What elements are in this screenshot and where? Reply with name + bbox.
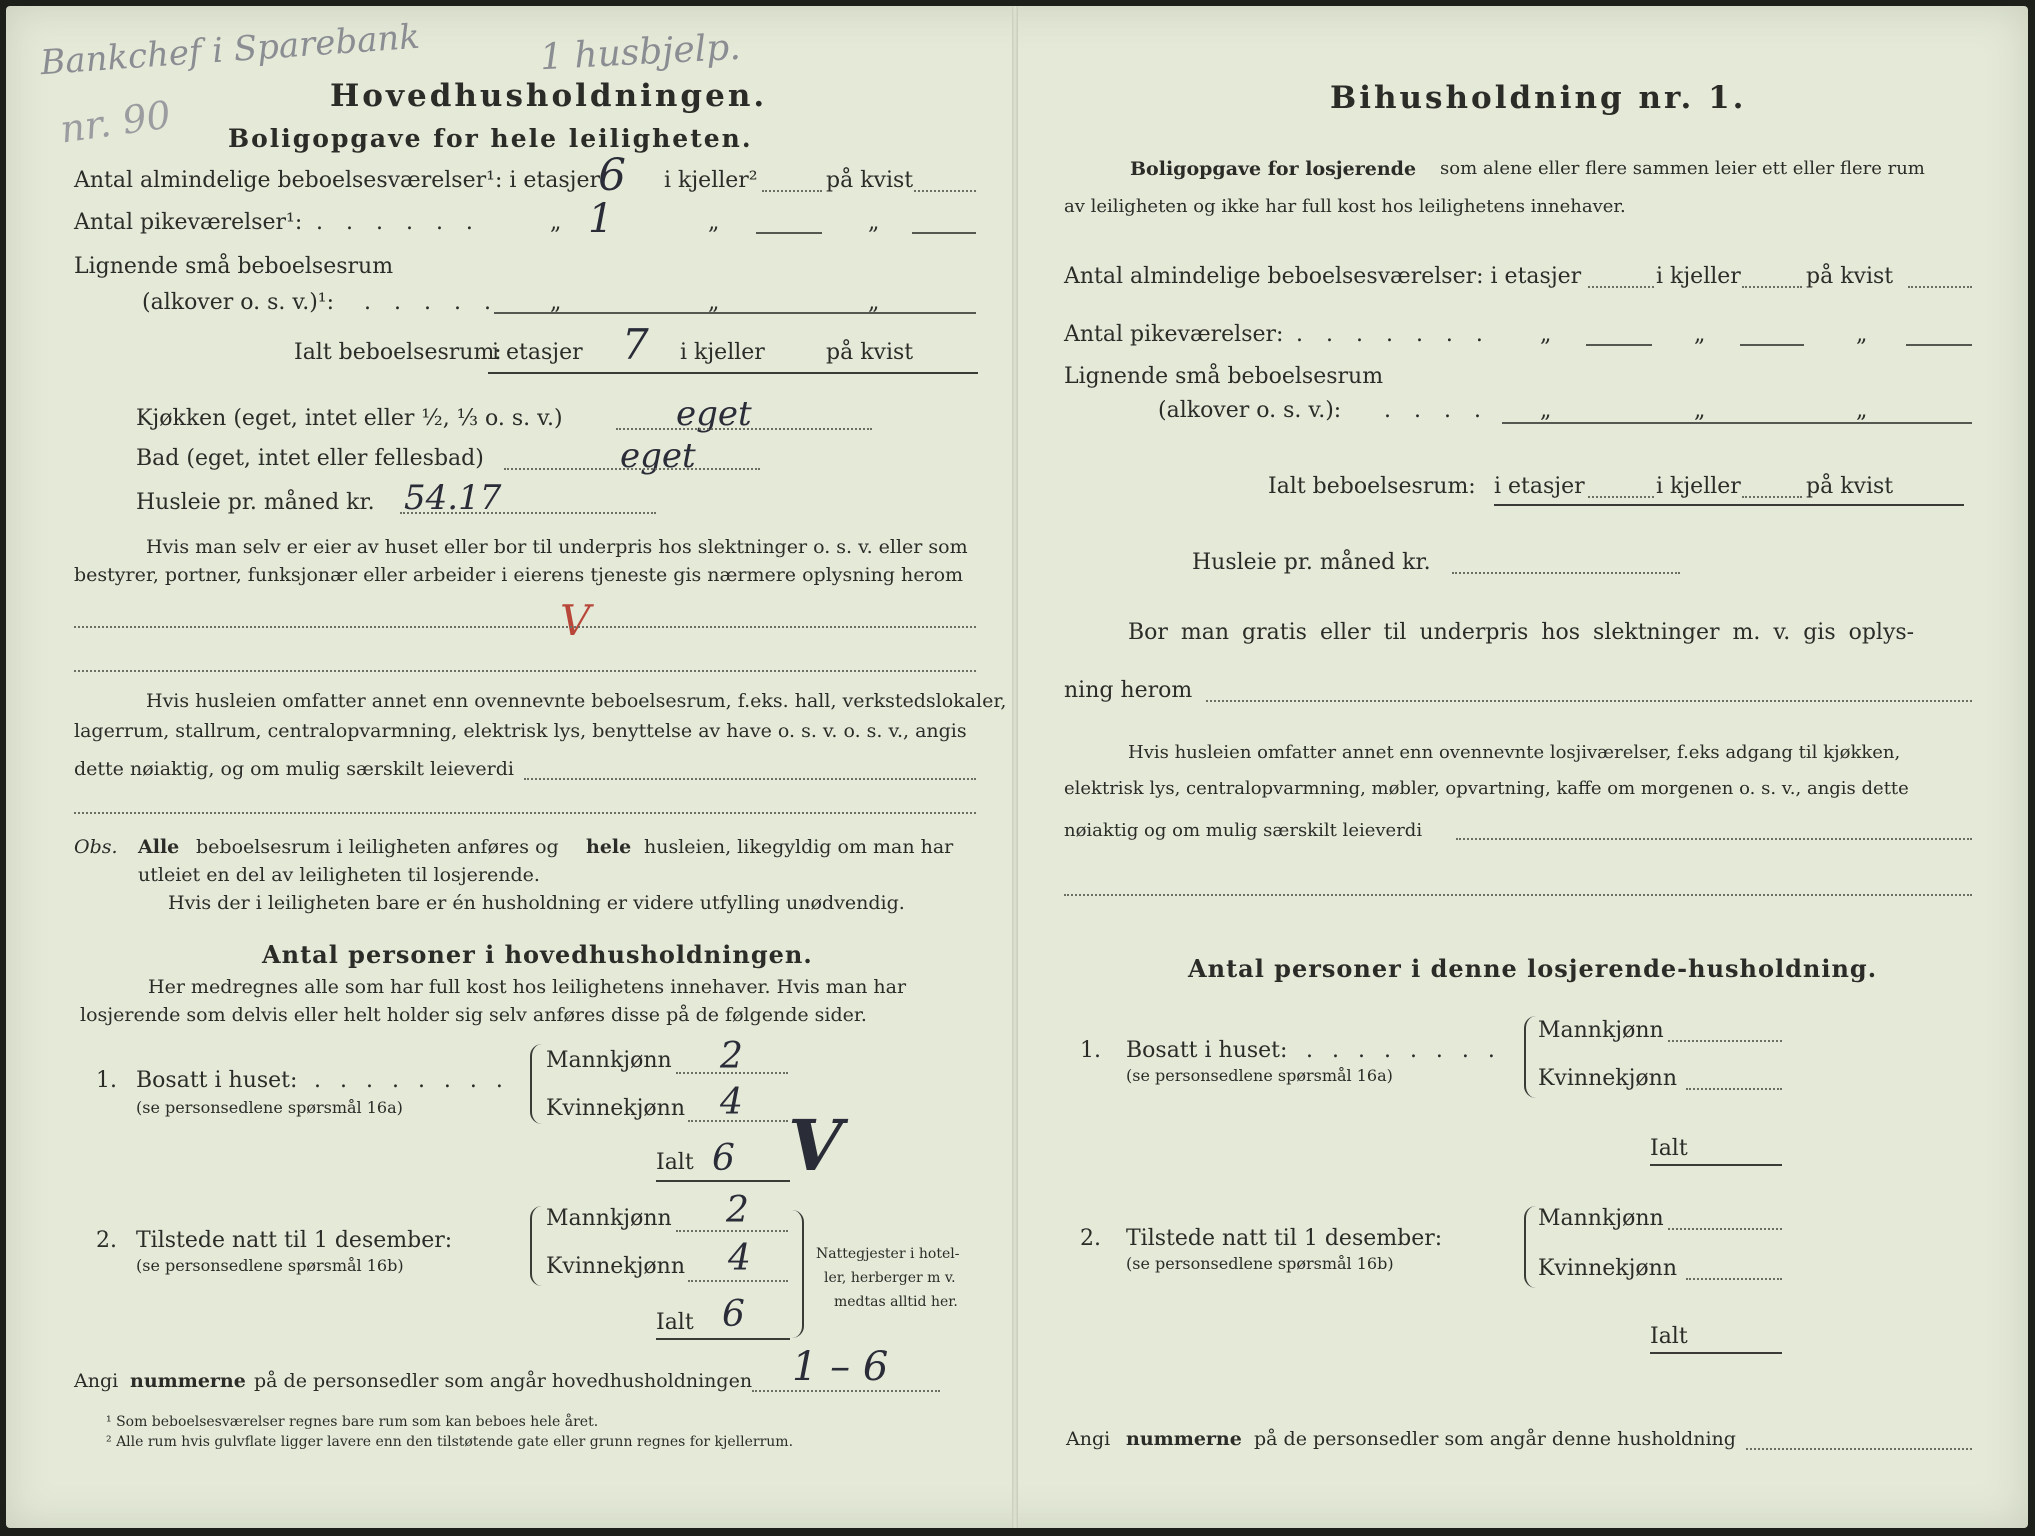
right-q1-mann-field <box>1668 1040 1782 1042</box>
right-rooms-etasjer-field <box>1588 286 1654 288</box>
left-footnote-2: ² Alle rum hvis gulvflate ligger lavere enn den tilstøtende gate eller grunn regnes for kjellerrum. <box>106 1434 794 1450</box>
left-eier-field-2 <box>74 670 976 672</box>
left-bad-value: eget <box>620 436 696 476</box>
right-gratis-field <box>1206 700 1972 702</box>
left-q2-num: 2. <box>96 1228 117 1253</box>
left-omfatter-2: lagerrum, stallrum, centralopvarmning, elektrisk lys, benyttelse av have o. s. v. o. s. v., angis <box>74 720 967 742</box>
right-q1-mann-label: Mannkjønn <box>1538 1018 1664 1043</box>
right-ialt-etasjer-label: i etasjer <box>1494 474 1585 499</box>
left-persons-2: losjerende som delvis eller helt holder sig selv anføres disse på de følgende sider. <box>80 1004 867 1026</box>
left-q2-ialt-underline <box>656 1338 790 1340</box>
right-q2-num: 2. <box>1080 1226 1101 1251</box>
left-angi-b: nummerne <box>130 1370 246 1392</box>
left-q2-label: Tilstede natt til 1 desember: <box>136 1228 453 1253</box>
right-angi-a: Angi <box>1066 1428 1111 1450</box>
left-obs-label: Obs. <box>74 836 118 858</box>
right-q1-num: 1. <box>1080 1038 1101 1063</box>
left-alkover-label: (alkover o. s. v.)¹: <box>142 290 335 315</box>
right-pike-kvist-field <box>1906 344 1972 346</box>
left-kjokken-value: eget <box>676 394 752 434</box>
left-angi-field <box>752 1390 940 1392</box>
left-bad-field <box>504 468 760 470</box>
left-q2-mann-value: 2 <box>726 1190 749 1231</box>
left-alkover-dots: . . . . . <box>364 290 499 315</box>
right-angi-field <box>1746 1448 1972 1450</box>
left-persons-title: Antal personer i hovedhusholdningen. <box>262 940 813 969</box>
left-alkover-ditto-3: „ <box>868 290 880 315</box>
right-omfatter-field-1 <box>1456 838 1972 840</box>
right-kvist-field <box>1908 286 1972 288</box>
right-q1-kvinne-field <box>1686 1088 1782 1090</box>
right-lign-label: Lignende små beboelsesrum <box>1064 364 1384 389</box>
left-q2-brace-right <box>790 1210 804 1338</box>
right-q2-ialt-underline <box>1650 1352 1782 1354</box>
right-pike-ditto-1: „ <box>1540 322 1552 347</box>
left-title: Hovedhusholdningen. <box>330 78 768 114</box>
right-q1-label: Bosatt i huset: <box>1126 1038 1288 1063</box>
left-alkover-line <box>494 312 976 314</box>
left-q2-mann-label: Mannkjønn <box>546 1206 672 1231</box>
right-alkover-ditto-2: „ <box>1694 398 1706 423</box>
left-q2-brace <box>530 1206 542 1286</box>
right-q1-sub: (se personsedlene spørsmål 16a) <box>1126 1066 1393 1085</box>
left-angi-c: på de personsedler som angår hovedhusholdningen <box>254 1370 753 1392</box>
left-kjeller-label: i kjeller² <box>664 168 758 193</box>
left-footnote-1: ¹ Som beboelsesværelser regnes bare rum som kan beboes hele året. <box>106 1414 599 1430</box>
left-ialt-etasjer-label: i etasjer <box>492 340 583 365</box>
left-alkover-ditto-1: „ <box>550 290 562 315</box>
right-angi-c: på de personsedler som angår denne husholdning <box>1254 1428 1736 1450</box>
left-lign-label: Lignende små beboelsesrum <box>74 254 394 279</box>
right-ialt-kjeller-label: i kjeller <box>1656 474 1741 499</box>
left-kjokken-label: Kjøkken (eget, intet eller ½, ⅓ o. s. v.) <box>136 406 563 431</box>
right-angi-b: nummerne <box>1126 1428 1242 1450</box>
left-obs-1d: husleien, likegyldig om man har <box>644 836 954 858</box>
right-alkover-ditto-1: „ <box>1540 398 1552 423</box>
right-husleie-field <box>1452 572 1680 574</box>
left-ialt-underline <box>488 372 978 374</box>
left-pike-kjeller-field <box>756 232 822 234</box>
left-obs-2: utleiet en del av leiligheten til losjerende. <box>138 864 540 886</box>
right-q2-brace <box>1524 1206 1536 1288</box>
left-red-mark: V <box>560 596 591 645</box>
right-title: Bihusholdning nr. 1. <box>1330 80 1747 116</box>
right-q2-mann-field <box>1668 1228 1782 1230</box>
left-q2-kvinne-field <box>688 1280 788 1282</box>
left-rooms-etasjer-value: 6 <box>598 150 626 201</box>
left-q2-kvinne-label: Kvinnekjønn <box>546 1254 685 1279</box>
left-obs-1b: beboelsesrum i leiligheten anføres og <box>196 836 559 858</box>
left-pike-dots: . . . . . . <box>316 210 481 235</box>
left-omfatter-field-1 <box>524 778 976 780</box>
left-q1-mann-value: 2 <box>720 1036 743 1077</box>
right-intro-bold: Boligopgave for losjerende <box>1130 158 1417 180</box>
left-check-mark: V <box>788 1104 843 1187</box>
left-ialt-etasjer-value: 7 <box>622 320 649 369</box>
left-pike-ditto-2: „ <box>708 210 720 235</box>
left-natt-2: ler, herberger m v. <box>824 1270 956 1286</box>
left-omfatter-3: dette nøiaktig, og om mulig særskilt leieverdi <box>74 758 514 780</box>
right-alkover-label: (alkover o. s. v.): <box>1158 398 1342 423</box>
left-angi-a: Angi <box>74 1370 119 1392</box>
annotation-occupation: Bankchef i Sparebank <box>39 16 422 84</box>
left-husleie-label: Husleie pr. måned kr. <box>136 490 375 515</box>
left-eier-text-1: Hvis man selv er eier av huset eller bor til underpris hos slektninger o. s. v. eller som <box>146 536 968 558</box>
left-q1-dots: . . . . . . . . <box>314 1068 509 1093</box>
left-husleie-value: 54.17 <box>404 478 502 518</box>
left-q2-kvinne-value: 4 <box>728 1238 751 1279</box>
right-q2-label: Tilstede natt til 1 desember: <box>1126 1226 1443 1251</box>
right-q2-sub: (se personsedlene spørsmål 16b) <box>1126 1254 1394 1273</box>
left-kjeller-field <box>762 190 822 192</box>
left-q1-kvinne-value: 4 <box>720 1082 743 1123</box>
left-ialt-label: Ialt beboelsesrum: <box>294 340 502 365</box>
right-pike-ditto-3: „ <box>1856 322 1868 347</box>
left-kvist-field <box>914 190 976 192</box>
left-q2-sub: (se personsedlene spørsmål 16b) <box>136 1256 404 1275</box>
left-q1-brace <box>530 1044 542 1124</box>
left-angi-value: 1 – 6 <box>792 1344 889 1390</box>
left-pike-kvist-field <box>912 232 976 234</box>
annotation-household-help: 1 husbjelp. <box>539 26 742 79</box>
left-eier-text-2: bestyrer, portner, funksjonær eller arbeider i eierens tjeneste gis nærmere oplysning herom <box>74 564 964 586</box>
right-rooms-label: Antal almindelige beboelsesværelser: i etasjer <box>1064 264 1582 289</box>
left-kvist-label: på kvist <box>826 168 914 193</box>
left-q1-ialt-value: 6 <box>712 1138 735 1179</box>
right-ialt-underline <box>1494 504 1964 506</box>
right-kjeller-field <box>1742 286 1802 288</box>
left-subtitle: Boligopgave for hele leiligheten. <box>228 124 753 153</box>
left-ialt-kjeller-label: i kjeller <box>680 340 765 365</box>
left-q2-ialt-label: Ialt <box>656 1310 694 1335</box>
left-natt-1: Nattegjester i hotel- <box>816 1246 960 1262</box>
right-omfatter-3: nøiaktig og om mulig særskilt leieverdi <box>1064 820 1423 841</box>
left-pike-ditto-3: „ <box>868 210 880 235</box>
left-omfatter-1: Hvis husleien omfatter annet enn ovennevnte beboelsesrum, f.eks. hall, verkstedslokaler, <box>146 690 1007 712</box>
right-omfatter-2: elektrisk lys, centralopvarmning, møbler, opvartning, kaffe om morgenen o. s. v., angis dette <box>1064 778 1909 799</box>
left-q1-kvinne-label: Kvinnekjønn <box>546 1096 685 1121</box>
left-q1-num: 1. <box>96 1068 117 1093</box>
right-omfatter-field-2 <box>1064 894 1972 896</box>
left-q1-sub: (se personsedlene spørsmål 16a) <box>136 1098 403 1117</box>
left-husleie-field <box>400 512 656 514</box>
right-pike-kjeller-field <box>1740 344 1804 346</box>
left-obs-1a: Alle <box>138 836 180 858</box>
right-kjeller-label: i kjeller <box>1656 264 1741 289</box>
right-pike-ditto-2: „ <box>1694 322 1706 347</box>
right-q1-ialt-underline <box>1650 1164 1782 1166</box>
right-gratis-2: ning herom <box>1064 678 1193 703</box>
left-obs-1c: hele <box>586 836 632 858</box>
left-q1-mann-field <box>676 1072 788 1074</box>
right-ialt-kvist-label: på kvist <box>1806 474 1894 499</box>
right-kvist-label: på kvist <box>1806 264 1894 289</box>
right-alkover-dots: . . . . <box>1384 398 1489 423</box>
left-q1-kvinne-field <box>688 1120 788 1122</box>
right-pike-etasjer-field <box>1586 344 1652 346</box>
right-husleie-label: Husleie pr. måned kr. <box>1192 550 1431 575</box>
left-q1-ialt-underline <box>656 1180 790 1182</box>
right-pike-dots: . . . . . . . <box>1296 322 1491 347</box>
left-q2-mann-field <box>676 1230 788 1232</box>
left-pike-ditto-1: „ <box>550 210 562 235</box>
right-q1-brace <box>1524 1016 1536 1098</box>
right-ialt-kjeller-field <box>1742 496 1802 498</box>
left-pike-value: 1 <box>588 196 614 242</box>
left-q1-ialt-label: Ialt <box>656 1150 694 1175</box>
right-q1-kvinne-label: Kvinnekjønn <box>1538 1066 1677 1091</box>
left-ialt-kvist-label: på kvist <box>826 340 914 365</box>
left-persons-1: Her medregnes alle som har full kost hos leilighetens innehaver. Hvis man har <box>148 976 907 998</box>
right-q2-kvinne-field <box>1686 1278 1782 1280</box>
right-ialt-label: Ialt beboelsesrum: <box>1268 474 1476 499</box>
left-bad-label: Bad (eget, intet eller fellesbad) <box>136 446 484 471</box>
left-obs-3: Hvis der i leiligheten bare er én husholdning er videre utfylling unødvendig. <box>168 892 905 914</box>
right-gratis-1: Bor man gratis eller til underpris hos slektninger m. v. gis oplys- <box>1128 620 1915 645</box>
right-persons-title: Antal personer i denne losjerende-husholdning. <box>1188 954 1878 983</box>
right-alkover-line <box>1502 422 1972 424</box>
right-q2-ialt-label: Ialt <box>1650 1324 1688 1349</box>
right-pike-label: Antal pikeværelser: <box>1064 322 1284 347</box>
right-intro-1: som alene eller flere sammen leier ett eller flere rum <box>1440 158 1925 179</box>
right-omfatter-1: Hvis husleien omfatter annet enn ovennevnte losjiværelser, f.eks adgang til kjøkken, <box>1128 742 1901 763</box>
left-q1-label: Bosatt i huset: <box>136 1068 298 1093</box>
left-q1-mann-label: Mannkjønn <box>546 1048 672 1073</box>
left-natt-3: medtas alltid her. <box>834 1294 958 1310</box>
left-omfatter-field-2 <box>74 812 976 814</box>
left-rooms-label: Antal almindelige beboelsesværelser¹: i etasjer <box>74 168 601 193</box>
right-q1-dots: . . . . . . . . <box>1306 1038 1501 1063</box>
right-q2-mann-label: Mannkjønn <box>1538 1206 1664 1231</box>
left-kjokken-field <box>616 428 872 430</box>
left-eier-field-1 <box>74 626 976 628</box>
right-q2-kvinne-label: Kvinnekjønn <box>1538 1256 1677 1281</box>
right-intro-2: av leiligheten og ikke har full kost hos leilighetens innehaver. <box>1064 196 1626 217</box>
right-q1-ialt-label: Ialt <box>1650 1136 1688 1161</box>
right-alkover-ditto-3: „ <box>1856 398 1868 423</box>
left-pike-label: Antal pikeværelser¹: <box>74 210 303 235</box>
page-fold <box>1012 6 1018 1528</box>
annotation-number: nr. 90 <box>57 92 174 152</box>
left-alkover-ditto-2: „ <box>708 290 720 315</box>
right-ialt-etasjer-field <box>1588 496 1654 498</box>
left-q2-ialt-value: 6 <box>722 1294 745 1335</box>
